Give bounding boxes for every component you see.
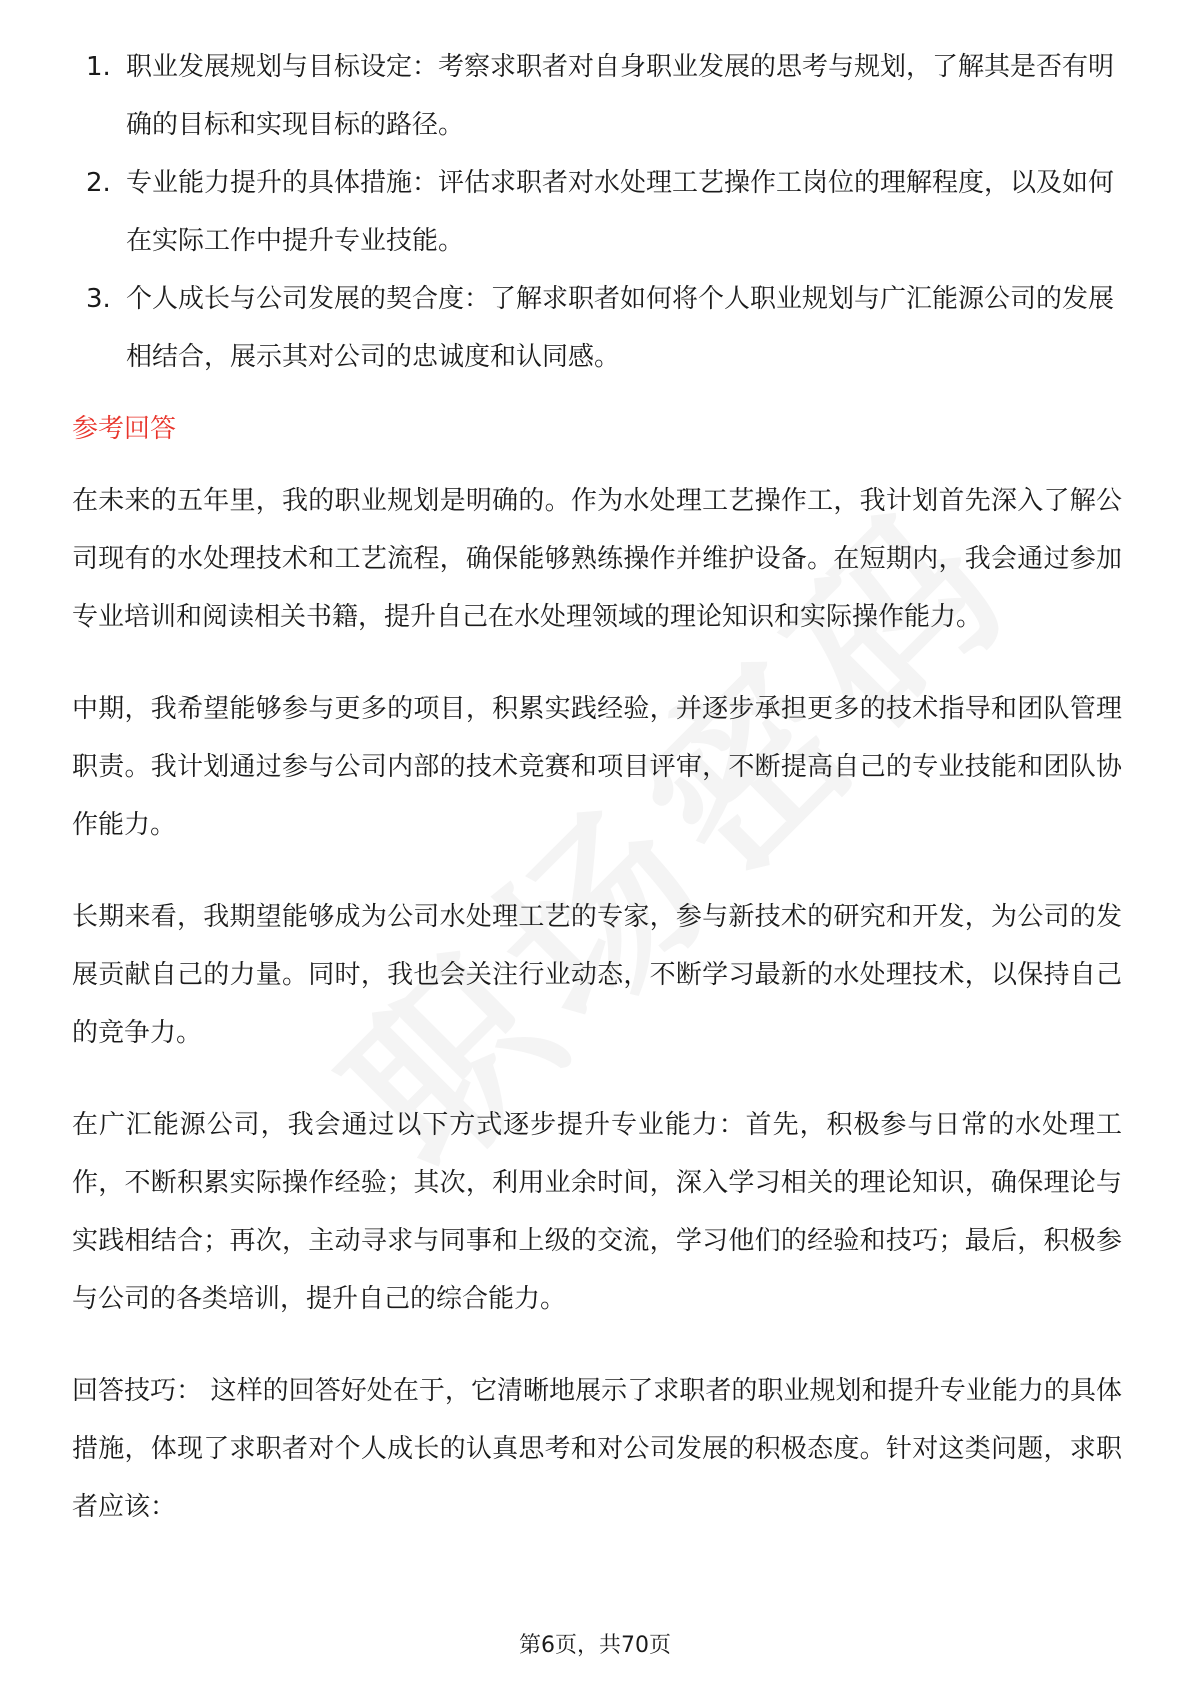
answer-heading: 参考回答 [72, 414, 177, 444]
list-item-text: 职业发展规划与目标设定：考察求职者对自身职业发展的思考与规划，了解其是否有明确的目标和实现目标的路径。 [126, 52, 1115, 140]
answer-paragraph: 长期来看，我期望能够成为公司水处理工艺的专家，参与新技术的研究和开发，为公司的发展贡献自己的力量。同时，我也会关注行业动态，不断学习最新的水处理技术，以保持自己的竞争力。 [72, 902, 1122, 1048]
list-item-number: 3. [86, 284, 111, 314]
list-item-text: 个人成长与公司发展的契合度：了解求职者如何将个人职业规划与广汇能源公司的发展相结合，展示其对公司的忠诚度和认同感。 [126, 284, 1115, 372]
answer-paragraph: 在未来的五年里，我的职业规划是明确的。作为水处理工艺操作工，我计划首先深入了解公司现有的水处理技术和工艺流程，确保能够熟练操作并维护设备。在短期内，我会通过参加专业培训和阅读相关书籍，提升自己在水处理领域的理论知识和实际操作能力。 [72, 486, 1122, 632]
criteria-list [72, 38, 1122, 386]
answer-paragraph: 在广汇能源公司，我会通过以下方式逐步提升专业能力：首先，积极参与日常的水处理工作，不断积累实际操作经验；其次，利用业余时间，深入学习相关的理论知识，确保理论与实践相结合；再次，主动寻求与同事和上级的交流，学习他们的经验和技巧；最后，积极参与公司的各类培训，提升自己的综合能力。 [72, 1110, 1122, 1314]
answer-tips-paragraph: 回答技巧： 这样的回答好处在于，它清晰地展示了求职者的职业规划和提升专业能力的具体措施，体现了求职者对个人成长的认真思考和对公司发展的积极态度。针对这类问题，求职者应该： [72, 1376, 1122, 1522]
page-number: 第6页，共70页 [519, 1633, 671, 1658]
list-item [72, 154, 1122, 270]
answer-paragraph: 中期，我希望能够参与更多的项目，积累实践经验，并逐步承担更多的技术指导和团队管理职责。我计划通过参与公司内部的技术竞赛和项目评审，不断提高自己的专业技能和团队协作能力。 [72, 694, 1122, 840]
document-body [72, 38, 1122, 1570]
list-item-number: 2. [86, 168, 111, 198]
list-item-number: 1. [86, 52, 111, 82]
list-item [72, 270, 1122, 386]
list-item-text: 专业能力提升的具体措施：评估求职者对水处理工艺操作工岗位的理解程度，以及如何在实际工作中提升专业技能。 [126, 168, 1115, 256]
list-item [72, 38, 1122, 154]
